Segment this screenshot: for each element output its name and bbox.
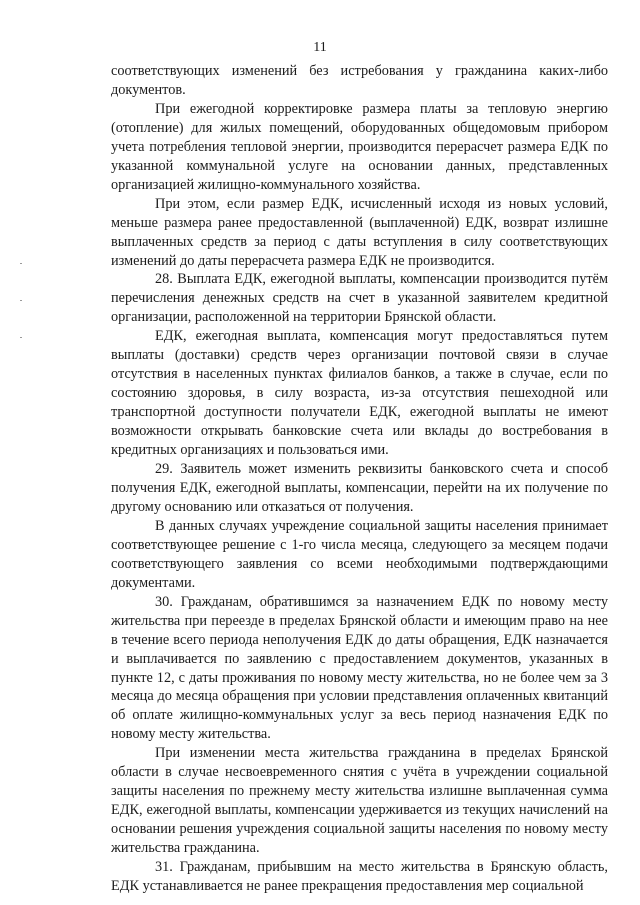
document-body: [111, 62, 608, 896]
paragraph-clause-30: 30. Гражданам, обратившимся за назначением ЕДК по новому месту жительства при переезде в пределах Брянской области и имеющим право на нее в течение всего периода неполучения ЕДК до даты обращения, ЕДК назначается и выплачивается по заявлению с предоставлением документов, указанных в пункте 12, с даты проживания по новому месту жительства, но не более чем за 3 месяца до месяца обращения при условии представления оплаченных квитанций об оплате жилищно-коммунальных услуг за весь период назначения ЕДК по новому месту жительства.: [111, 593, 608, 743]
paragraph-relocation: При изменении места жительства гражданина в пределах Брянской области в случае несвоевременного снятия с учёта в учреждении социальной защиты населения по прежнему месту жительства излишне выплаченная сумма ЕДК, ежегодной выплаты, компенсации удерживается из текущих начислений на основании решения учреждения социальной защиты населения по новому месту жительства гражданина.: [111, 745, 608, 857]
margin-mark: [20, 300, 22, 301]
paragraph-heat-adjustment: При ежегодной корректировке размера платы за тепловую энергию (отопление) для жилых помещений, оборудованных общедомовым прибором учета потребления тепловой энергии, производится перерасчет размера ЕДК по указанной коммунальной услуге на основании данных, представленных организацией жилищно-коммунального хозяйства.: [111, 100, 608, 193]
paragraph-decision: В данных случаях учреждение социальной защиты населения принимает соответствующее решение с 1-го числа месяца, следующего за месяцем подачи соответствующего заявления со всеми необходимыми подтверждающими документами.: [111, 517, 608, 591]
paragraph-clause-29: 29. Заявитель может изменить реквизиты банковского счета и способ получения ЕДК, ежегодной выплаты, компенсации, перейти на их получение по другому основанию или отказаться от получения.: [111, 461, 608, 515]
margin-mark: [20, 337, 22, 338]
page-number: 11: [313, 40, 327, 55]
paragraph-postal-delivery: ЕДК, ежегодная выплата, компенсация могут предоставляться путем выплаты (доставки) средств через организации почтовой связи в случае отсутствия в населенных пунктах филиалов банков, а также в случае, если по состоянию здоровья, в силу возраста, из-за отсутствия пешеходной или транспортной доступности получатели ЕДК, ежегодной выплаты не имеют возможности открывать банковские счета или вклады до востребования в кредитных организациях и пользоваться ими.: [111, 328, 608, 459]
paragraph-clause-31: 31. Гражданам, прибывшим на место жительства в Брянскую область, ЕДК устанавливается не ранее прекращения предоставления мер социальной: [111, 859, 608, 894]
margin-mark: [20, 263, 22, 264]
paragraph-continuation: соответствующих изменений без истребования у гражданина каких-либо документов.: [111, 63, 608, 98]
paragraph-clause-28: 28. Выплата ЕДК, ежегодной выплаты, компенсации производится путём перечисления денежных средств на счет в указанной заявителем кредитной организации, расположенной на территории Брянской области.: [111, 271, 608, 326]
paragraph-no-refund: При этом, если размер ЕДК, исчисленный исходя из новых условий, меньше размера ранее предоставленной (выплаченной) ЕДК, возврат излишне выплаченных средств за период с даты вступления в силу соответствующих изменений до даты перерасчета размера ЕДК не производится.: [111, 195, 608, 269]
